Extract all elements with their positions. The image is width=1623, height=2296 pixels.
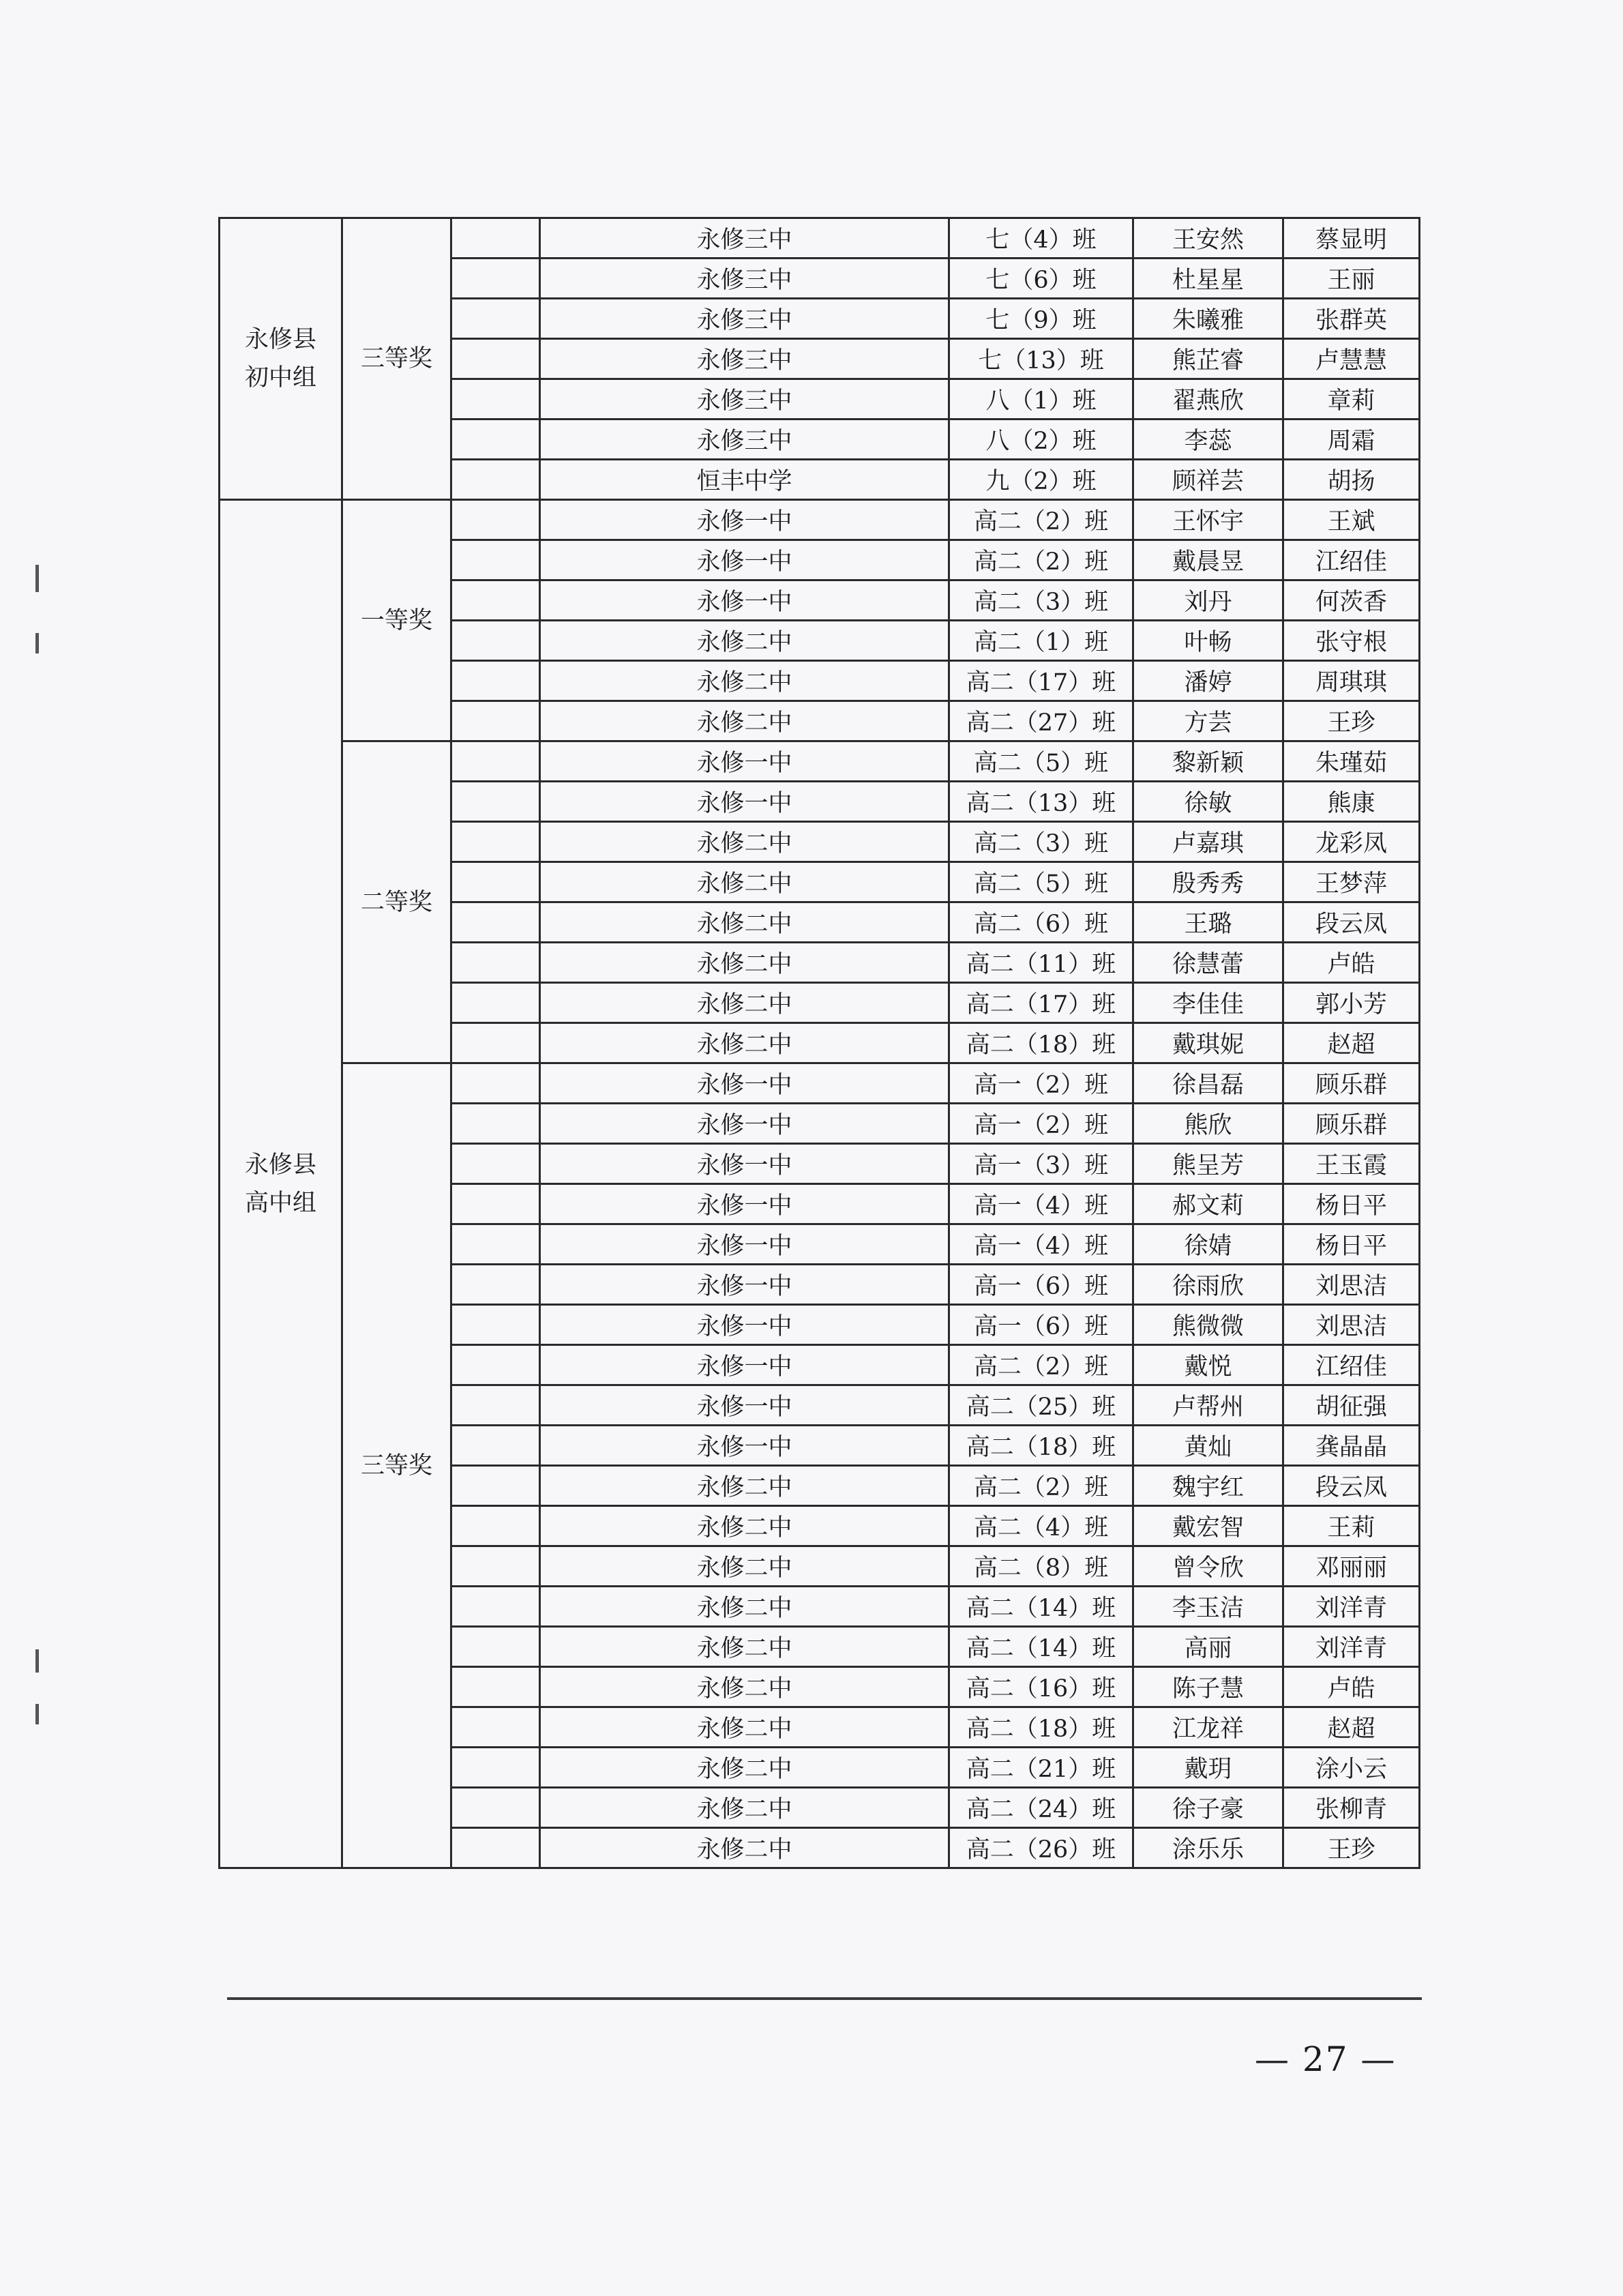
student-cell: 李蕊 xyxy=(1133,420,1283,460)
school-cell: 永修一中 xyxy=(540,540,949,580)
class-cell: 高二（2）班 xyxy=(949,540,1133,580)
student-cell: 徐雨欣 xyxy=(1133,1265,1283,1305)
student-cell: 黎新颖 xyxy=(1133,741,1283,782)
school-cell: 永修二中 xyxy=(540,822,949,862)
class-cell: 高二（2）班 xyxy=(949,1466,1133,1506)
student-cell: 殷秀秀 xyxy=(1133,862,1283,902)
class-cell: 高一（4）班 xyxy=(949,1224,1133,1265)
class-cell: 高一（2）班 xyxy=(949,1104,1133,1144)
class-cell: 高二（5）班 xyxy=(949,741,1133,782)
class-cell: 高二（11）班 xyxy=(949,943,1133,983)
student-cell: 叶畅 xyxy=(1133,621,1283,661)
blank-cell xyxy=(451,983,540,1023)
teacher-cell: 赵超 xyxy=(1283,1023,1420,1063)
school-cell: 永修一中 xyxy=(540,1224,949,1265)
school-cell: 永修三中 xyxy=(540,420,949,460)
teacher-cell: 赵超 xyxy=(1283,1707,1420,1748)
page-number: — 27 — xyxy=(1255,2040,1397,2079)
teacher-cell: 蔡显明 xyxy=(1283,218,1420,259)
blank-cell xyxy=(451,1587,540,1627)
award-level-cell: 三等奖 xyxy=(342,1063,451,1868)
school-cell: 永修二中 xyxy=(540,1466,949,1506)
blank-cell xyxy=(451,1345,540,1385)
school-cell: 永修一中 xyxy=(540,741,949,782)
teacher-cell: 刘思洁 xyxy=(1283,1265,1420,1305)
student-cell: 熊芷睿 xyxy=(1133,339,1283,379)
class-cell: 八（2）班 xyxy=(949,420,1133,460)
teacher-cell: 王斌 xyxy=(1283,500,1420,540)
school-cell: 永修一中 xyxy=(540,1104,949,1144)
teacher-cell: 胡扬 xyxy=(1283,460,1420,500)
class-cell: 七（4）班 xyxy=(949,218,1133,259)
teacher-cell: 胡征强 xyxy=(1283,1385,1420,1426)
school-cell: 永修一中 xyxy=(540,1385,949,1426)
blank-cell xyxy=(451,299,540,339)
student-cell: 涂乐乐 xyxy=(1133,1828,1283,1868)
table-row xyxy=(220,1063,1420,1104)
teacher-cell: 张守根 xyxy=(1283,621,1420,661)
teacher-cell: 龙彩凤 xyxy=(1283,822,1420,862)
blank-cell xyxy=(451,1144,540,1184)
teacher-cell: 顾乐群 xyxy=(1283,1063,1420,1104)
student-cell: 熊欣 xyxy=(1133,1104,1283,1144)
class-cell: 高一（4）班 xyxy=(949,1184,1133,1224)
teacher-cell: 张柳青 xyxy=(1283,1788,1420,1828)
award-level-cell: 二等奖 xyxy=(342,741,451,1063)
award-level-cell: 三等奖 xyxy=(342,218,451,500)
bottom-rule xyxy=(227,1997,1422,2000)
blank-cell xyxy=(451,1224,540,1265)
class-cell: 九（2）班 xyxy=(949,460,1133,500)
school-cell: 永修一中 xyxy=(540,1305,949,1345)
student-cell: 杜星星 xyxy=(1133,259,1283,299)
student-cell: 熊微微 xyxy=(1133,1305,1283,1345)
class-cell: 高一（6）班 xyxy=(949,1265,1133,1305)
teacher-cell: 何茨香 xyxy=(1283,580,1420,621)
class-cell: 高二（4）班 xyxy=(949,1506,1133,1546)
class-cell: 高二（16）班 xyxy=(949,1667,1133,1707)
class-cell: 高二（27）班 xyxy=(949,701,1133,741)
student-cell: 李玉洁 xyxy=(1133,1587,1283,1627)
student-cell: 王安然 xyxy=(1133,218,1283,259)
blank-cell xyxy=(451,782,540,822)
table-row xyxy=(220,500,1420,540)
binding-mark xyxy=(35,1649,39,1673)
school-cell: 永修一中 xyxy=(540,1265,949,1305)
teacher-cell: 涂小云 xyxy=(1283,1748,1420,1788)
teacher-cell: 郭小芳 xyxy=(1283,983,1420,1023)
teacher-cell: 张群英 xyxy=(1283,299,1420,339)
student-cell: 方芸 xyxy=(1133,701,1283,741)
class-cell: 高二（14）班 xyxy=(949,1627,1133,1667)
class-cell: 高二（26）班 xyxy=(949,1828,1133,1868)
class-cell: 高二（24）班 xyxy=(949,1788,1133,1828)
student-cell: 朱曦雅 xyxy=(1133,299,1283,339)
teacher-cell: 王玉霞 xyxy=(1283,1144,1420,1184)
blank-cell xyxy=(451,822,540,862)
student-cell: 戴晨昱 xyxy=(1133,540,1283,580)
school-cell: 永修一中 xyxy=(540,782,949,822)
class-cell: 七（6）班 xyxy=(949,259,1133,299)
class-cell: 七（9）班 xyxy=(949,299,1133,339)
teacher-cell: 周霜 xyxy=(1283,420,1420,460)
blank-cell xyxy=(451,1265,540,1305)
school-cell: 永修二中 xyxy=(540,1546,949,1587)
class-cell: 高二（21）班 xyxy=(949,1748,1133,1788)
blank-cell xyxy=(451,661,540,701)
class-cell: 高一（6）班 xyxy=(949,1305,1133,1345)
teacher-cell: 邓丽丽 xyxy=(1283,1546,1420,1587)
teacher-cell: 王珍 xyxy=(1283,701,1420,741)
student-cell: 徐子豪 xyxy=(1133,1788,1283,1828)
class-cell: 高二（2）班 xyxy=(949,500,1133,540)
blank-cell xyxy=(451,943,540,983)
school-cell: 永修三中 xyxy=(540,259,949,299)
blank-cell xyxy=(451,1707,540,1748)
teacher-cell: 朱瑾茹 xyxy=(1283,741,1420,782)
student-cell: 黄灿 xyxy=(1133,1426,1283,1466)
class-cell: 高二（17）班 xyxy=(949,983,1133,1023)
blank-cell xyxy=(451,1627,540,1667)
school-cell: 永修三中 xyxy=(540,339,949,379)
blank-cell xyxy=(451,580,540,621)
blank-cell xyxy=(451,379,540,420)
school-cell: 永修二中 xyxy=(540,1788,949,1828)
school-cell: 永修二中 xyxy=(540,1627,949,1667)
class-cell: 高一（2）班 xyxy=(949,1063,1133,1104)
school-cell: 永修一中 xyxy=(540,500,949,540)
teacher-cell: 顾乐群 xyxy=(1283,1104,1420,1144)
blank-cell xyxy=(451,1184,540,1224)
blank-cell xyxy=(451,218,540,259)
blank-cell xyxy=(451,1104,540,1144)
blank-cell xyxy=(451,1023,540,1063)
class-cell: 高二（13）班 xyxy=(949,782,1133,822)
class-cell: 高二（8）班 xyxy=(949,1546,1133,1587)
class-cell: 高二（3）班 xyxy=(949,580,1133,621)
blank-cell xyxy=(451,701,540,741)
teacher-cell: 熊康 xyxy=(1283,782,1420,822)
student-cell: 李佳佳 xyxy=(1133,983,1283,1023)
class-cell: 高二（2）班 xyxy=(949,1345,1133,1385)
teacher-cell: 杨日平 xyxy=(1283,1184,1420,1224)
student-cell: 戴悦 xyxy=(1133,1345,1283,1385)
blank-cell xyxy=(451,339,540,379)
school-cell: 永修三中 xyxy=(540,379,949,420)
teacher-cell: 章莉 xyxy=(1283,379,1420,420)
teacher-cell: 龚晶晶 xyxy=(1283,1426,1420,1466)
school-cell: 永修一中 xyxy=(540,580,949,621)
blank-cell xyxy=(451,540,540,580)
teacher-cell: 王梦萍 xyxy=(1283,862,1420,902)
teacher-cell: 刘洋青 xyxy=(1283,1587,1420,1627)
student-cell: 戴宏智 xyxy=(1133,1506,1283,1546)
student-cell: 徐昌磊 xyxy=(1133,1063,1283,1104)
teacher-cell: 江绍佳 xyxy=(1283,1345,1420,1385)
teacher-cell: 刘思洁 xyxy=(1283,1305,1420,1345)
class-cell: 七（13）班 xyxy=(949,339,1133,379)
teacher-cell: 王珍 xyxy=(1283,1828,1420,1868)
blank-cell xyxy=(451,500,540,540)
blank-cell xyxy=(451,1385,540,1426)
student-cell: 曾令欣 xyxy=(1133,1546,1283,1587)
blank-cell xyxy=(451,1667,540,1707)
student-cell: 潘婷 xyxy=(1133,661,1283,701)
student-cell: 卢帮州 xyxy=(1133,1385,1283,1426)
binding-mark xyxy=(35,1704,39,1724)
student-cell: 顾祥芸 xyxy=(1133,460,1283,500)
group-cell: 永修县 初中组 xyxy=(220,218,342,500)
blank-cell xyxy=(451,1466,540,1506)
school-cell: 永修一中 xyxy=(540,1184,949,1224)
blank-cell xyxy=(451,902,540,943)
blank-cell xyxy=(451,1426,540,1466)
student-cell: 王璐 xyxy=(1133,902,1283,943)
student-cell: 高丽 xyxy=(1133,1627,1283,1667)
school-cell: 永修一中 xyxy=(540,1426,949,1466)
blank-cell xyxy=(451,1305,540,1345)
class-cell: 高一（3）班 xyxy=(949,1144,1133,1184)
class-cell: 高二（18）班 xyxy=(949,1426,1133,1466)
blank-cell xyxy=(451,862,540,902)
school-cell: 永修二中 xyxy=(540,701,949,741)
student-cell: 徐慧蕾 xyxy=(1133,943,1283,983)
student-cell: 魏宇红 xyxy=(1133,1466,1283,1506)
student-cell: 卢嘉琪 xyxy=(1133,822,1283,862)
teacher-cell: 段云凤 xyxy=(1283,902,1420,943)
student-cell: 戴琪妮 xyxy=(1133,1023,1283,1063)
class-cell: 高二（6）班 xyxy=(949,902,1133,943)
school-cell: 永修二中 xyxy=(540,1587,949,1627)
class-cell: 高二（3）班 xyxy=(949,822,1133,862)
student-cell: 王怀宇 xyxy=(1133,500,1283,540)
class-cell: 高二（25）班 xyxy=(949,1385,1133,1426)
class-cell: 高二（17）班 xyxy=(949,661,1133,701)
student-cell: 戴玥 xyxy=(1133,1748,1283,1788)
school-cell: 永修二中 xyxy=(540,862,949,902)
teacher-cell: 江绍佳 xyxy=(1283,540,1420,580)
student-cell: 徐敏 xyxy=(1133,782,1283,822)
school-cell: 永修二中 xyxy=(540,983,949,1023)
class-cell: 高二（18）班 xyxy=(949,1023,1133,1063)
school-cell: 永修三中 xyxy=(540,299,949,339)
school-cell: 永修二中 xyxy=(540,902,949,943)
teacher-cell: 卢皓 xyxy=(1283,943,1420,983)
class-cell: 高二（5）班 xyxy=(949,862,1133,902)
blank-cell xyxy=(451,1546,540,1587)
teacher-cell: 卢慧慧 xyxy=(1283,339,1420,379)
school-cell: 永修一中 xyxy=(540,1063,949,1104)
blank-cell xyxy=(451,259,540,299)
group-cell: 永修县 高中组 xyxy=(220,500,342,1868)
blank-cell xyxy=(451,1506,540,1546)
blank-cell xyxy=(451,621,540,661)
class-cell: 高二（14）班 xyxy=(949,1587,1133,1627)
teacher-cell: 王莉 xyxy=(1283,1506,1420,1546)
blank-cell xyxy=(451,1828,540,1868)
school-cell: 永修一中 xyxy=(540,1144,949,1184)
blank-cell xyxy=(451,1063,540,1104)
student-cell: 陈子慧 xyxy=(1133,1667,1283,1707)
school-cell: 永修二中 xyxy=(540,1828,949,1868)
student-cell: 江龙祥 xyxy=(1133,1707,1283,1748)
teacher-cell: 卢皓 xyxy=(1283,1667,1420,1707)
student-cell: 翟燕欣 xyxy=(1133,379,1283,420)
binding-mark xyxy=(35,633,39,653)
blank-cell xyxy=(451,1788,540,1828)
teacher-cell: 周琪琪 xyxy=(1283,661,1420,701)
student-cell: 熊呈芳 xyxy=(1133,1144,1283,1184)
table-row xyxy=(220,741,1420,782)
teacher-cell: 段云凤 xyxy=(1283,1466,1420,1506)
school-cell: 永修二中 xyxy=(540,943,949,983)
blank-cell xyxy=(451,460,540,500)
school-cell: 永修二中 xyxy=(540,621,949,661)
school-cell: 永修二中 xyxy=(540,1023,949,1063)
binding-mark xyxy=(35,565,39,592)
school-cell: 永修二中 xyxy=(540,1707,949,1748)
blank-cell xyxy=(451,741,540,782)
school-cell: 永修二中 xyxy=(540,1748,949,1788)
table-row xyxy=(220,218,1420,259)
teacher-cell: 杨日平 xyxy=(1283,1224,1420,1265)
student-cell: 郝文莉 xyxy=(1133,1184,1283,1224)
school-cell: 永修一中 xyxy=(540,1345,949,1385)
teacher-cell: 王丽 xyxy=(1283,259,1420,299)
student-cell: 刘丹 xyxy=(1133,580,1283,621)
blank-cell xyxy=(451,1748,540,1788)
award-table xyxy=(218,217,1420,1869)
award-level-cell: 一等奖 xyxy=(342,500,451,741)
class-cell: 八（1）班 xyxy=(949,379,1133,420)
school-cell: 永修三中 xyxy=(540,218,949,259)
class-cell: 高二（1）班 xyxy=(949,621,1133,661)
school-cell: 永修二中 xyxy=(540,661,949,701)
teacher-cell: 刘洋青 xyxy=(1283,1627,1420,1667)
blank-cell xyxy=(451,420,540,460)
school-cell: 恒丰中学 xyxy=(540,460,949,500)
class-cell: 高二（18）班 xyxy=(949,1707,1133,1748)
student-cell: 徐婧 xyxy=(1133,1224,1283,1265)
school-cell: 永修二中 xyxy=(540,1506,949,1546)
school-cell: 永修二中 xyxy=(540,1667,949,1707)
